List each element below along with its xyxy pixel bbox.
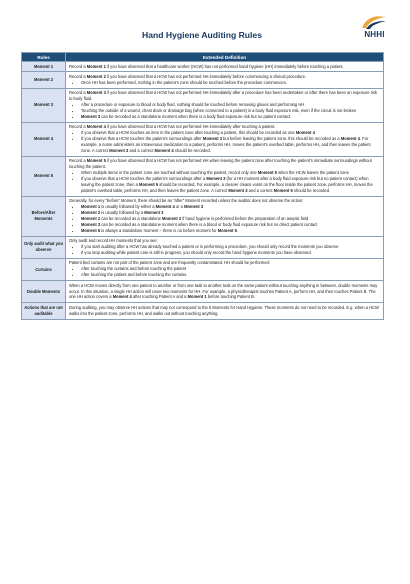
definition-bullet-list xyxy=(69,204,380,234)
bullet-item: • If you stop auditing while patient care is still in progress, you should only record the hand hygiene moments you have observed. xyxy=(81,250,380,256)
emphasis-text: Moment 2 xyxy=(81,210,101,216)
column-header-definition: Extended Definition xyxy=(66,53,384,62)
bullet-item: • After touching the patient and before touching the curtains. xyxy=(81,272,380,278)
emphasis-text: Moment 4 xyxy=(112,294,132,300)
emphasis-text: Moment 1 xyxy=(187,294,207,300)
bullet-item: • Touching the outside of a wound, chest drain or drainage bag (when connected to a patient) is a body fluid exposure risk, even if the circuit is not broken xyxy=(81,108,380,114)
logo-text: NHHI xyxy=(364,30,385,39)
emphasis-text: Moment 5 xyxy=(86,158,106,164)
rule-definition-cell xyxy=(66,88,384,122)
table-row xyxy=(22,281,384,303)
table-header-row xyxy=(22,53,384,62)
emphasis-text: Moment 5 xyxy=(139,181,159,187)
emphasis-text: Moment 5 xyxy=(257,170,277,176)
definition-bullet-list xyxy=(69,266,380,278)
table-row xyxy=(22,196,384,236)
definition-bullet-list xyxy=(69,80,380,86)
definition-bullet-list xyxy=(69,244,380,256)
definition-text: When a HCW moves directly from one patient to another or from one task to another task on the same patient without touching anything in between, double moments may occur. In this situation, a single HH action will cover two moments for HH. For example, a physiotherapist touches Patient A, perform HH, and then touches Patient B. The one HH action covers a Moment 4 after touching Patient A and a Moment 1 before touching Patient B. xyxy=(69,282,378,300)
definition-text: Record a Moment 5 if you have observed that a HCW has not performed HH when leaving the patient zone after touching the patient’s immediate surroundings without touching the patient. xyxy=(69,158,372,170)
definition-text: Patient bed curtains are not part of the patient zone and are frequently contaminated. HH should be performed: xyxy=(69,260,270,266)
table-row xyxy=(22,62,384,72)
rule-name-cell: Before/After Moments xyxy=(22,196,66,236)
definition-text: Only audit and record HH moments that you see: xyxy=(69,238,158,244)
emphasis-text: Moment 1 xyxy=(86,63,106,69)
table-row xyxy=(22,258,384,280)
emphasis-text: Moment 4 xyxy=(155,204,175,210)
rule-definition-cell xyxy=(66,196,384,236)
nhhi-logo xyxy=(359,14,390,46)
emphasis-text: Moment 3 xyxy=(109,147,129,153)
bullet-item: • After a procedure or exposure to blood or body fluid, nothing should be touched before removing gloves and performing HH xyxy=(81,102,380,108)
table-row xyxy=(22,122,384,156)
emphasis-text: Moment 2 xyxy=(86,73,106,79)
definition-text: Record a Moment 2 if you have observed that a HCW has not performed HH immediately before commencing a clinical procedure. xyxy=(69,73,307,79)
rule-name-cell: Moment 4 xyxy=(22,122,66,156)
emphasis-text: Moment 4 xyxy=(154,147,174,153)
table-row xyxy=(22,156,384,196)
emphasis-text: Moment 3 xyxy=(81,221,101,227)
emphasis-text: Moment 4 xyxy=(86,124,106,130)
table-row xyxy=(22,303,384,319)
bullet-item: • If you observe that a HCW touches the patient’s surroundings after a Moment 3 (for a HH moment after a body fluid exposure risk but no patient contact) when leaving the patient zone, then a Moment 5 should be recorded. For example, a cleaner cleans vomit on the floor inside the patient zone, performs HH, moves the patient’s overbed table, performs HH, and then leaves the patient zone. A correct Moment 3 and a correct Moment 5 should be recorded. xyxy=(81,176,380,194)
bullet-item: • If you observe that a HCW touches an item in the patient zone after touching a patient, this should be recorded as one Moment 4 xyxy=(81,130,380,136)
emphasis-text: Moment 1 xyxy=(81,204,101,210)
emphasis-text: Moment 3 xyxy=(81,113,101,119)
definition-text: Record a Moment 1 if you have observed that a healthcare worker (HCW) has not performed hand hygiene (HH) immediately before touching a patient. xyxy=(69,63,344,69)
definition-bullet-list xyxy=(69,130,380,154)
emphasis-text: Moment 3 xyxy=(206,176,226,181)
bullet-item: • When multiple items in the patient zone are touched without touching the patient, record only one Moment 5 when the HCW leaves the patient zone xyxy=(81,170,380,176)
emphasis-text: Moment 5 xyxy=(217,227,237,233)
definition-text: Record a Moment 4 if you have observed that a HCW has not performed HH immediately after touching a patient. xyxy=(69,124,276,130)
emphasis-text: Moment 3 xyxy=(144,210,164,216)
emphasis-text: Moment 4 xyxy=(295,130,315,136)
rule-definition-cell xyxy=(66,303,384,319)
bullet-item: • Moment 3 can be recorded as a standalone moment when there is a blood or body fluid exposure risk but no direct patient contact xyxy=(81,222,380,228)
table-row xyxy=(22,72,384,88)
definition-bullet-list xyxy=(69,102,380,120)
rule-name-cell: Double Moments xyxy=(22,281,66,303)
rule-definition-cell xyxy=(66,122,384,156)
bullet-item: • If you observe that a HCW touches the patient’s surroundings after Moment 3 but before leaving the patient zone, this should be recorded as a Moment 4. For example, a nurse administers an intravenous medication to a patient, performs HH, moves the patient’s overbed table, performs HH, and then leaves the patient zone. A correct Moment 3 and a correct Moment 4 should be recorded. xyxy=(81,136,380,154)
bullet-item: • If you start auditing after a HCW has already touched a patient or is performing a procedure, you should only record the moments you observe xyxy=(81,244,380,250)
definition-text: Record a Moment 3 if you have observed that a HCW has not performed HH immediately after a procedure has been undertaken or after there has been an exposure risk to body fluid. xyxy=(69,90,378,102)
bullet-item: • After touching the curtains and before touching the patient xyxy=(81,266,380,272)
emphasis-text: Moment 3 xyxy=(184,204,204,210)
bullet-item: • Moment 3 can be recorded as a standalone moment when there is a body fluid exposure risk but no patient contact. xyxy=(81,114,380,120)
bullet-item: • Moment 2 is usually followed by a Moment 3 xyxy=(81,210,380,216)
emphasis-text: Moment 3 xyxy=(228,187,248,193)
definition-text: Generally, for every “before” Moment, there should be an “after” Moment recorded unless the auditor does not observe the action: xyxy=(69,198,304,204)
rule-definition-cell xyxy=(66,62,384,72)
rule-name-cell: Moment 2 xyxy=(22,72,66,88)
rule-definition-cell xyxy=(66,258,384,280)
emphasis-text: Moment 5 xyxy=(81,227,101,233)
page-title: Hand Hygiene Auditing Rules xyxy=(141,30,262,40)
rule-name-cell: Moment 1 xyxy=(22,62,66,72)
bullet-item: • Moment 5 is always a standalone moment – there is no before moment for Moment 5. xyxy=(81,228,380,234)
rule-name-cell: Actions that are not auditable xyxy=(22,303,66,319)
bullet-item: • Moment 1 is usually followed by either a Moment 4 or a Moment 3 xyxy=(81,204,380,210)
emphasis-text: Moment 5 xyxy=(273,187,293,193)
rule-name-cell: Moment 5 xyxy=(22,156,66,196)
auditing-rules-table xyxy=(21,52,384,320)
hand-swoosh-icon xyxy=(360,14,388,30)
column-header-rules: Rules xyxy=(22,53,66,62)
bullet-item: • Moment 2 can be recorded as a standalone Moment 2 if hand hygiene is performed before the preparation of an aseptic field xyxy=(81,216,380,222)
emphasis-text: Moment 3 xyxy=(86,90,106,96)
rule-definition-cell xyxy=(66,281,384,303)
definition-bullet-list xyxy=(69,170,380,194)
rule-definition-cell xyxy=(66,156,384,196)
bullet-item: • Once HH has been performed, nothing in the patient’s zone should be touched before the procedure commences. xyxy=(81,80,380,86)
rule-name-cell: Curtains xyxy=(22,258,66,280)
emphasis-text: Moment 2 xyxy=(162,215,182,221)
emphasis-text: Moment 3 xyxy=(202,136,223,142)
rule-name-cell: Only audit what you observe xyxy=(22,236,66,258)
definition-text: During auditing, you may observe HH actions that may not correspond to the 5 Moments for Hand Hygiene. These moments do not need to be recorded. E.g. when a HCW walks into the patient zone, performs HH, and walks out without touching anything. xyxy=(69,304,379,316)
emphasis-text: Moment 2 xyxy=(81,215,101,221)
table-row xyxy=(22,88,384,122)
emphasis-text: Moment 4 xyxy=(340,136,360,142)
table-row xyxy=(22,236,384,258)
rule-definition-cell xyxy=(66,236,384,258)
rule-name-cell: Moment 3 xyxy=(22,88,66,122)
rule-definition-cell xyxy=(66,72,384,88)
